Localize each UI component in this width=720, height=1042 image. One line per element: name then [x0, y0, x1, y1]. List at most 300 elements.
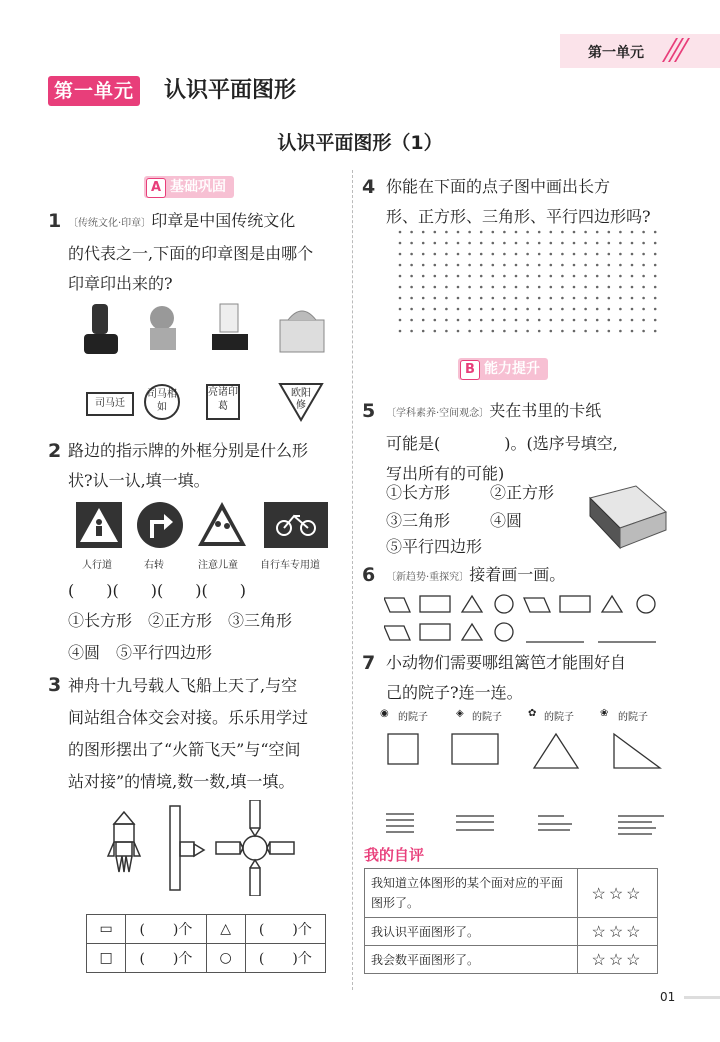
- grid-dot: [515, 330, 518, 333]
- grid-dot: [596, 319, 599, 322]
- yard-label-2: 的院子: [472, 712, 502, 723]
- grid-dot: [410, 319, 413, 322]
- q5-option-2: ②正方形: [490, 483, 555, 502]
- grid-dot: [445, 330, 448, 333]
- grid-dot: [480, 264, 483, 267]
- grid-dot: [642, 319, 645, 322]
- grid-dot: [492, 231, 495, 234]
- grid-dot: [631, 286, 634, 289]
- station-left-figure: [170, 806, 204, 890]
- grid-dot: [468, 231, 471, 234]
- grid-dot: [399, 308, 402, 311]
- table-row: [365, 869, 658, 918]
- grid-dot: [457, 242, 460, 245]
- q5-tag: 〔学科素养·空间观念〕: [386, 408, 490, 419]
- q1-text: [68, 206, 348, 299]
- yard-label-4: 的院子: [618, 712, 648, 723]
- grid-dot: [584, 330, 587, 333]
- grid-dot: [608, 253, 611, 256]
- chick-icon: ◉: [380, 708, 389, 719]
- fish-icon: ◈: [456, 708, 464, 719]
- grid-dot: [573, 231, 576, 234]
- grid-dot: [526, 231, 529, 234]
- q2-line1: 路边的指示牌的外框分别是什么形: [68, 441, 309, 460]
- stripes-icon: [660, 36, 690, 64]
- grid-dot: [410, 330, 413, 333]
- crosswalk-sign-icon: [76, 502, 122, 548]
- yard-label-3: 的院子: [544, 712, 574, 723]
- grid-dot: [468, 275, 471, 278]
- grid-dot: [480, 330, 483, 333]
- grid-dot: [445, 264, 448, 267]
- grid-dot: [399, 275, 402, 278]
- q3-line4: 站对接”的情境,数一数,填一填。: [68, 772, 295, 791]
- grid-dot: [573, 264, 576, 267]
- q2-options-line2: ④圆 ⑤平行四边形: [68, 643, 213, 662]
- grid-dot: [410, 275, 413, 278]
- grid-dot: [619, 242, 622, 245]
- grid-dot: [410, 286, 413, 289]
- grid-dot: [608, 242, 611, 245]
- self-eval-stars-1[interactable]: ☆☆☆: [578, 869, 658, 918]
- q3-line1: 神舟十九号载人飞船上天了,与空: [68, 676, 298, 695]
- unit-badge: 第一单元: [48, 76, 140, 106]
- grid-dot: [515, 319, 518, 322]
- grid-dot: [422, 242, 425, 245]
- grid-dot: [538, 319, 541, 322]
- grid-dot: [457, 275, 460, 278]
- grid-dot: [526, 264, 529, 267]
- square-count-blank[interactable]: ( )个: [126, 944, 206, 973]
- q4-line1: 你能在下面的点子图中画出长方: [386, 177, 611, 196]
- grid-dot: [399, 297, 402, 300]
- self-eval-stars-2[interactable]: ☆☆☆: [578, 918, 658, 946]
- grid-dot: [561, 242, 564, 245]
- q3-line3: 的图形摆出了“火箭飞天”与“空间: [68, 740, 301, 759]
- grid-dot: [642, 297, 645, 300]
- grid-dot: [550, 242, 553, 245]
- q7-yards-and-fences: [384, 730, 674, 840]
- self-eval-table: [364, 868, 658, 974]
- grid-dot: [596, 308, 599, 311]
- section-a-label: 基础巩固: [170, 179, 226, 195]
- stamp-impression-4: 欧阳修: [291, 388, 311, 411]
- grid-dot: [619, 253, 622, 256]
- grid-dot: [631, 308, 634, 311]
- grid-dot: [596, 242, 599, 245]
- grid-dot: [608, 297, 611, 300]
- column-divider: [352, 170, 354, 990]
- grid-dot: [468, 242, 471, 245]
- q2-number: 2: [48, 440, 62, 462]
- grid-dot: [422, 319, 425, 322]
- q6-number: 6: [362, 564, 376, 586]
- q4-text: [386, 172, 686, 232]
- grid-dot: [515, 242, 518, 245]
- grid-dot: [573, 308, 576, 311]
- grid-dot: [526, 308, 529, 311]
- grid-dot: [503, 253, 506, 256]
- stamp-images: [80, 300, 340, 364]
- grid-dot: [515, 297, 518, 300]
- self-eval-item-3: 我会数平面图形了。: [365, 946, 578, 974]
- grid-dot: [422, 275, 425, 278]
- grid-dot: [596, 330, 599, 333]
- grid-dot: [550, 231, 553, 234]
- grid-dot: [480, 286, 483, 289]
- grid-dot: [642, 242, 645, 245]
- q5-line2: 可能是( )。(选序号填空,: [386, 434, 618, 453]
- grid-dot: [422, 253, 425, 256]
- grid-dot: [538, 286, 541, 289]
- grid-dot: [468, 264, 471, 267]
- self-eval-item-1: 我知道立体图形的某个面对应的平面图形了。: [365, 869, 578, 918]
- grid-dot: [480, 275, 483, 278]
- grid-dot: [492, 330, 495, 333]
- grid-dot: [654, 319, 657, 322]
- grid-dot: [654, 253, 657, 256]
- grid-dot: [480, 253, 483, 256]
- grid-dot: [642, 264, 645, 267]
- grid-dot: [422, 308, 425, 311]
- grid-dot: [526, 297, 529, 300]
- grid-dot: [654, 297, 657, 300]
- q7-number: 7: [362, 652, 376, 674]
- bicycle-lane-sign-icon: [264, 502, 328, 548]
- grid-dot: [399, 264, 402, 267]
- grid-dot: [492, 275, 495, 278]
- circle-count-blank[interactable]: ( )个: [245, 944, 325, 973]
- grid-dot: [550, 297, 553, 300]
- grid-dot: [596, 286, 599, 289]
- grid-dot: [642, 308, 645, 311]
- grid-dot: [654, 308, 657, 311]
- grid-dot: [642, 231, 645, 234]
- grid-dot: [538, 297, 541, 300]
- triangle-count-blank[interactable]: ( )个: [245, 915, 325, 944]
- stamp-3-image: [212, 304, 248, 350]
- rectangle-symbol: ▭: [87, 915, 126, 944]
- grid-dot: [492, 264, 495, 267]
- stamp-1-image: [84, 304, 118, 354]
- grid-dot: [422, 330, 425, 333]
- grid-dot: [619, 319, 622, 322]
- grid-dot: [457, 264, 460, 267]
- grid-dot: [561, 264, 564, 267]
- grid-dot: [410, 253, 413, 256]
- grid-dot: [468, 319, 471, 322]
- grid-dot: [584, 297, 587, 300]
- grid-dot: [631, 297, 634, 300]
- grid-dot: [573, 253, 576, 256]
- grid-dot: [642, 286, 645, 289]
- grid-dot: [550, 308, 553, 311]
- grid-dot: [422, 231, 425, 234]
- q6-text: [386, 560, 565, 593]
- grid-dot: [445, 242, 448, 245]
- grid-dot: [503, 286, 506, 289]
- q3-line2: 间站组合体交会对接。乐乐用学过: [68, 708, 309, 727]
- grid-dot: [480, 297, 483, 300]
- grid-dot: [445, 297, 448, 300]
- grid-dot: [422, 286, 425, 289]
- road-signs: [74, 500, 330, 552]
- grid-dot: [550, 253, 553, 256]
- grid-dot: [561, 253, 564, 256]
- caterpillar-icon: ✿: [528, 708, 537, 719]
- grid-dot: [561, 275, 564, 278]
- grid-dot: [526, 319, 529, 322]
- grid-dot: [526, 275, 529, 278]
- grid-dot: [584, 231, 587, 234]
- grid-dot: [434, 253, 437, 256]
- children-crossing-sign-icon: [198, 502, 246, 546]
- grid-dot: [457, 231, 460, 234]
- grid-dot: [503, 275, 506, 278]
- q5-line3: 写出所有的可能): [386, 464, 505, 483]
- grid-dot: [492, 319, 495, 322]
- grid-dot: [434, 264, 437, 267]
- rectangle-count-blank[interactable]: ( )个: [126, 915, 206, 944]
- q1-tag: 〔传统文化·印章〕: [68, 218, 152, 229]
- grid-dot: [654, 286, 657, 289]
- grid-dot: [573, 275, 576, 278]
- grid-dot: [480, 308, 483, 311]
- grid-dot: [434, 319, 437, 322]
- dot-grid-canvas[interactable]: [396, 228, 666, 340]
- grid-dot: [457, 330, 460, 333]
- table-row: [365, 946, 658, 974]
- q5-option-4: ④圆: [490, 511, 523, 530]
- grid-dot: [561, 319, 564, 322]
- grid-dot: [468, 286, 471, 289]
- grid-dot: [642, 275, 645, 278]
- grid-dot: [457, 253, 460, 256]
- grid-dot: [550, 319, 553, 322]
- grid-dot: [422, 297, 425, 300]
- rectangle-yard: [452, 734, 498, 764]
- yard-label-1: 的院子: [398, 712, 428, 723]
- grid-dot: [515, 275, 518, 278]
- grid-dot: [399, 231, 402, 234]
- grid-dot: [410, 231, 413, 234]
- station-right-figure: [216, 800, 294, 896]
- table-row: [365, 918, 658, 946]
- grid-dot: [596, 253, 599, 256]
- grid-dot: [654, 242, 657, 245]
- grid-dot: [584, 264, 587, 267]
- grid-dot: [631, 264, 634, 267]
- grid-dot: [619, 264, 622, 267]
- grid-dot: [422, 264, 425, 267]
- grid-dot: [631, 330, 634, 333]
- q1-number: 1: [48, 210, 62, 232]
- q6-pattern: [384, 590, 674, 650]
- grid-dot: [561, 231, 564, 234]
- grid-dot: [538, 231, 541, 234]
- grid-dot: [631, 275, 634, 278]
- grid-dot: [642, 330, 645, 333]
- page-number: 01: [660, 990, 676, 1004]
- grid-dot: [503, 319, 506, 322]
- grid-dot: [492, 253, 495, 256]
- grid-dot: [550, 330, 553, 333]
- book-image: [586, 482, 670, 554]
- grid-dot: [596, 275, 599, 278]
- sign-label-crosswalk: 人行道: [82, 560, 112, 571]
- q2-blanks[interactable]: ( )( )( )( ): [68, 581, 246, 600]
- grid-dot: [573, 330, 576, 333]
- self-eval-stars-3[interactable]: ☆☆☆: [578, 946, 658, 974]
- grid-dot: [631, 242, 634, 245]
- grid-dot: [619, 231, 622, 234]
- grid-dot: [608, 308, 611, 311]
- q7-text: [386, 648, 686, 708]
- grid-dot: [526, 242, 529, 245]
- grid-dot: [538, 275, 541, 278]
- grid-dot: [445, 319, 448, 322]
- grid-dot: [654, 264, 657, 267]
- page-number-bar: [684, 996, 720, 999]
- sign-label-bike-lane: 自行车专用道: [260, 560, 320, 571]
- q6-tag: 〔新趋势·重探究〕: [386, 572, 470, 583]
- grid-dot: [561, 308, 564, 311]
- grid-dot: [399, 242, 402, 245]
- table-row: [87, 944, 326, 973]
- grid-dot: [573, 319, 576, 322]
- q3-text: [68, 670, 350, 798]
- grid-dot: [550, 264, 553, 267]
- section-a-letter: A: [146, 178, 166, 198]
- grid-dot: [561, 286, 564, 289]
- grid-dot: [503, 330, 506, 333]
- grid-dot: [550, 275, 553, 278]
- q1-line2: 的代表之一,下面的印章图是由哪个: [68, 244, 314, 263]
- grid-dot: [608, 286, 611, 289]
- grid-dot: [573, 286, 576, 289]
- grid-dot: [608, 264, 611, 267]
- q3-shape-figures: [100, 800, 300, 896]
- grid-dot: [515, 308, 518, 311]
- grid-dot: [561, 297, 564, 300]
- grid-dot: [468, 330, 471, 333]
- sign-label-turn-right: 右转: [144, 560, 164, 571]
- grid-dot: [434, 286, 437, 289]
- turn-right-sign-icon: [137, 502, 183, 548]
- grid-dot: [619, 286, 622, 289]
- q4-number: 4: [362, 176, 376, 198]
- grid-dot: [584, 242, 587, 245]
- grid-dot: [619, 297, 622, 300]
- grid-dot: [503, 231, 506, 234]
- grid-dot: [538, 330, 541, 333]
- grid-dot: [457, 297, 460, 300]
- q5-option-3: ③三角形: [386, 511, 451, 530]
- grid-dot: [457, 319, 460, 322]
- grid-dot: [550, 286, 553, 289]
- grid-dot: [434, 275, 437, 278]
- circle-symbol: ○: [206, 944, 245, 973]
- grid-dot: [434, 308, 437, 311]
- grid-dot: [434, 330, 437, 333]
- q3-count-table: [86, 914, 326, 973]
- grid-dot: [399, 330, 402, 333]
- square-yard: [388, 734, 418, 764]
- grid-dot: [526, 286, 529, 289]
- grid-dot: [492, 308, 495, 311]
- grid-dot: [468, 297, 471, 300]
- grid-dot: [445, 286, 448, 289]
- grid-dot: [631, 231, 634, 234]
- q1-line1: 印章是中国传统文化: [151, 211, 296, 230]
- q5-option-5: ⑤平行四边形: [386, 537, 483, 556]
- grid-dot: [596, 264, 599, 267]
- grid-dot: [573, 297, 576, 300]
- stamp-impression-3: 亮诸印葛: [206, 384, 240, 420]
- grid-dot: [457, 308, 460, 311]
- grid-dot: [410, 264, 413, 267]
- rocket-figure: [108, 812, 140, 872]
- q5-line1: 夹在书里的卡纸: [489, 401, 602, 420]
- grid-dot: [596, 231, 599, 234]
- grid-dot: [503, 308, 506, 311]
- grid-dot: [503, 264, 506, 267]
- grid-dot: [410, 242, 413, 245]
- grid-dot: [410, 308, 413, 311]
- q7-yard-labels: [380, 708, 680, 728]
- q2-line2: 状?认一认,填一填。: [68, 471, 210, 490]
- stamp-4-image: [280, 311, 324, 352]
- square-symbol: □: [87, 944, 126, 973]
- grid-dot: [503, 242, 506, 245]
- grid-dot: [480, 231, 483, 234]
- grid-dot: [584, 319, 587, 322]
- lesson-title: 认识平面图形（1）: [277, 132, 443, 154]
- table-row: [87, 915, 326, 944]
- grid-dot: [445, 231, 448, 234]
- grid-dot: [584, 308, 587, 311]
- stamp-2-image: [150, 306, 176, 350]
- grid-dot: [619, 330, 622, 333]
- fence-groups: [386, 814, 664, 834]
- sign-label-children: 注意儿童: [198, 560, 238, 571]
- grid-dot: [584, 253, 587, 256]
- grid-dot: [445, 253, 448, 256]
- q3-number: 3: [48, 674, 62, 696]
- grid-dot: [619, 308, 622, 311]
- grid-dot: [515, 253, 518, 256]
- grid-dot: [561, 330, 564, 333]
- self-eval-item-2: 我认识平面图形了。: [365, 918, 578, 946]
- grid-dot: [492, 242, 495, 245]
- grid-dot: [399, 286, 402, 289]
- grid-dot: [654, 275, 657, 278]
- q4-line2: 形、正方形、三角形、平行四边形吗?: [386, 207, 651, 226]
- grid-dot: [642, 253, 645, 256]
- grid-dot: [584, 286, 587, 289]
- unit-title: 认识平面图形: [164, 78, 297, 103]
- grid-dot: [538, 253, 541, 256]
- q7-line1: 小动物们需要哪组篱笆才能围好自: [386, 653, 627, 672]
- section-b-letter: B: [460, 360, 480, 380]
- triangle-symbol: △: [206, 915, 245, 944]
- grid-dot: [480, 319, 483, 322]
- grid-dot: [434, 297, 437, 300]
- stamp-impression-2: 司马相如: [144, 384, 180, 420]
- q1-line3: 印章印出来的?: [68, 274, 173, 293]
- stamp-impression-1: 司马迁: [86, 392, 134, 416]
- section-b-badge: [458, 358, 548, 380]
